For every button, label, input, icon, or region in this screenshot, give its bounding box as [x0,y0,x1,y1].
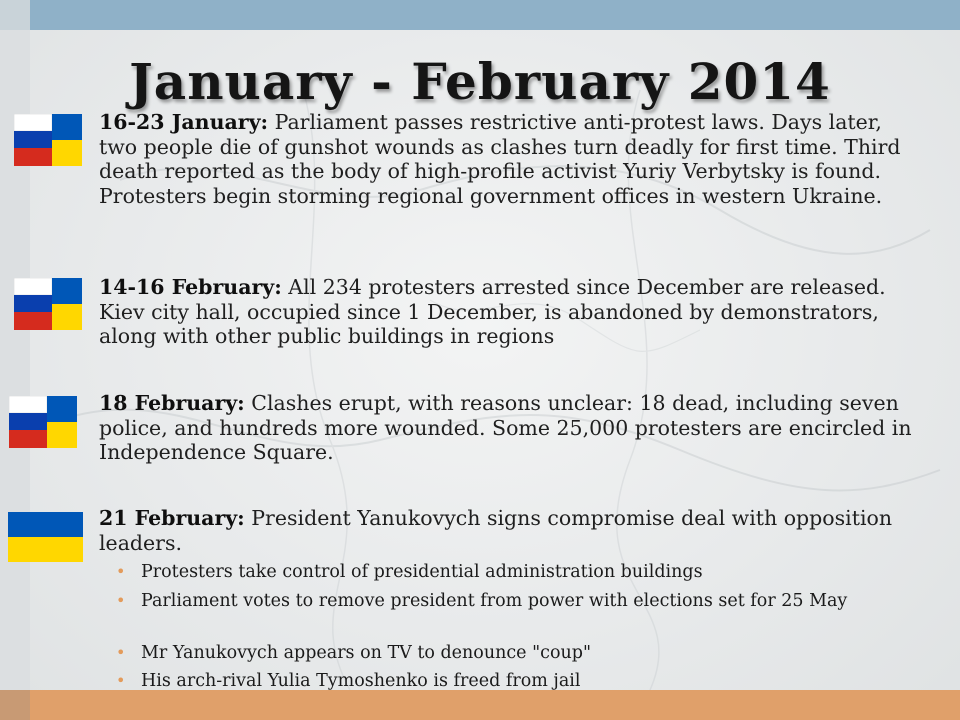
sub-bullet-text: Mr Yanukovych appears on TV to denounce "coup" [141,643,592,663]
timeline-entry [99,391,919,465]
sub-bullet-item [116,643,911,663]
entry-text: All 234 protesters arrested since December are released. Kiev city hall, occupied since 1 December, is abandoned by demonstrators, along with other public buildings in regions [99,275,886,348]
russia-ukraine-flag-icon [9,396,77,448]
entry-date: 21 February: [99,506,245,530]
sub-bullet-text: Parliament votes to remove president from power with elections set for 25 May [141,591,848,611]
entry-date: 16-23 January: [99,110,269,134]
entry-date: 14-16 February: [99,275,282,299]
entry-text: Clashes erupt, with reasons unclear: 18 dead, including seven police, and hundreds more wounded. Some 25,000 protesters are encircled in Independence Square. [99,391,912,464]
sub-bullet-item [116,562,911,582]
timeline-entry [99,275,919,349]
russia-ukraine-flag-icon [14,278,82,330]
bullet-icon: • [116,671,126,690]
bottom-bar-corner [0,690,30,720]
bullet-icon: • [116,643,126,662]
top-accent-bar [0,0,960,30]
timeline-entry [99,110,919,208]
bottom-accent-bar [0,690,960,720]
bullet-icon: • [116,562,126,581]
bullet-icon: • [116,591,126,610]
ukraine-flag-icon [8,512,83,562]
sub-bullet-item [116,591,911,611]
slide-title: January - February 2014 [129,52,831,111]
sub-bullet-item [116,671,911,691]
top-bar-corner [0,0,30,30]
sub-bullet-text: Protesters take control of presidential administration buildings [141,562,703,582]
entry-text: Parliament passes restrictive anti-protest laws. Days later, two people die of gunshot wounds as clashes turn deadly for first time. Third death reported as the body of high-profile activist Yuriy Verbytsky is found. Protesters begin storming regional government offices in western Ukraine. [99,110,901,208]
russia-ukraine-flag-icon [14,114,82,166]
timeline-entry [99,506,919,555]
sub-bullet-text: His arch-rival Yulia Tymoshenko is freed from jail [141,671,581,691]
entry-text: President Yanukovych signs compromise deal with opposition leaders. [99,506,893,555]
entry-date: 18 February: [99,391,245,415]
